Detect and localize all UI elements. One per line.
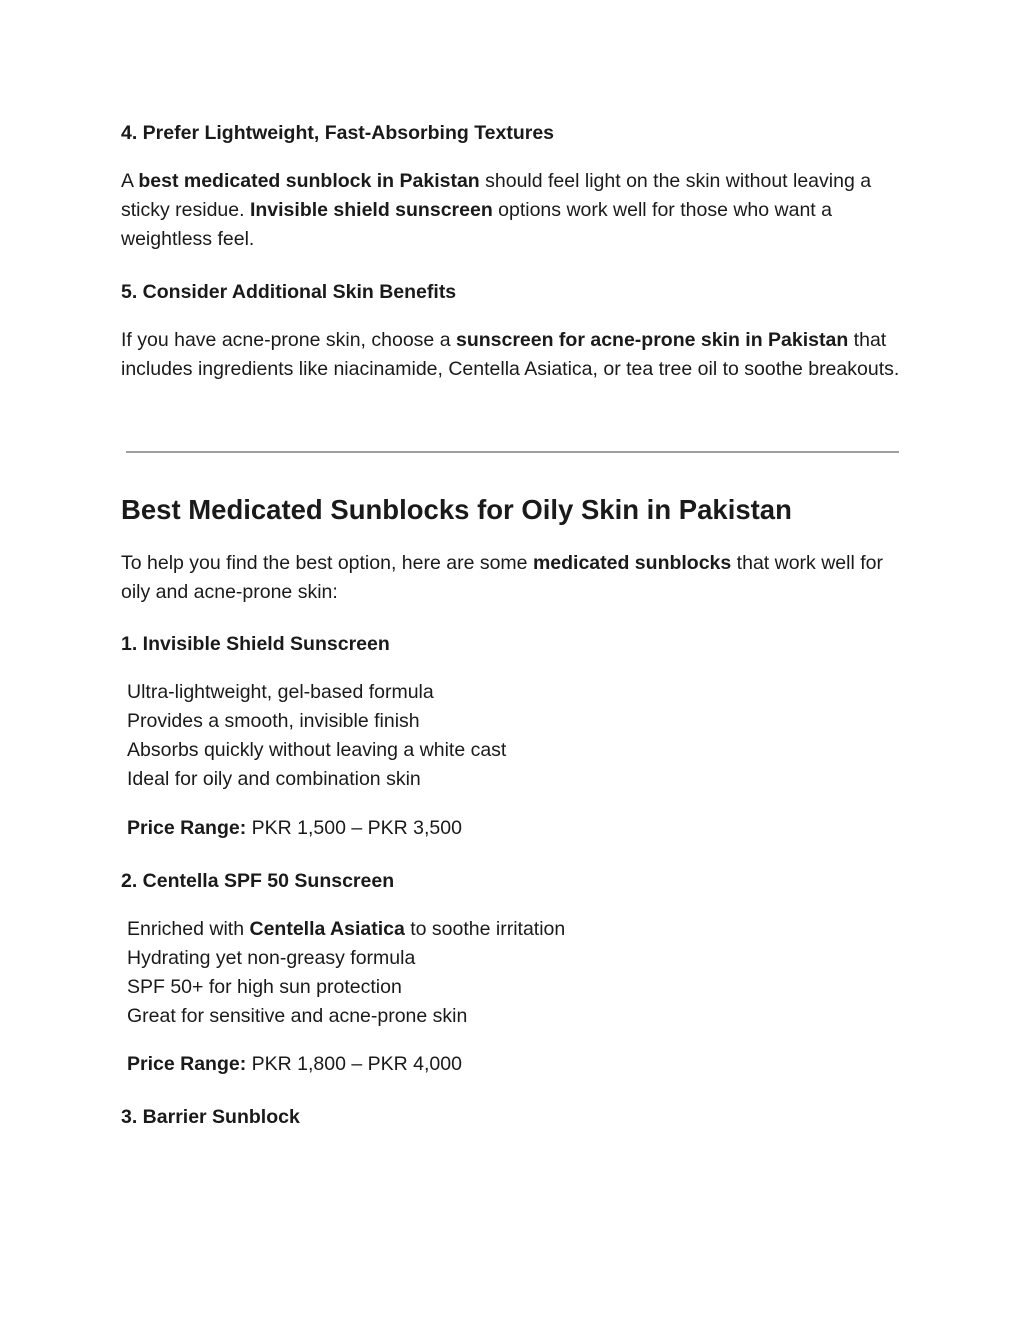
list-item: Hydrating yet non-greasy formula (127, 947, 416, 969)
text-run: should feel light on the skin without leaving a sticky residue. (121, 170, 872, 221)
product-2-heading: 2. Centella SPF 50 Sunscreen (121, 870, 395, 892)
text-run: To help you find the best option, here are some (121, 552, 533, 574)
list-item: Great for sensitive and acne-prone skin (127, 1005, 468, 1027)
section-4-heading: 4. Prefer Lightweight, Fast-Absorbing Textures (121, 122, 555, 144)
text-run: to soothe irritation (404, 918, 566, 940)
text-run: Enriched with (127, 918, 250, 940)
list-item (127, 915, 565, 944)
list-item: Absorbs quickly without leaving a white cast (127, 739, 507, 761)
text-run: A (121, 170, 139, 192)
product-1-price (127, 814, 462, 843)
bold-text: best medicated sunblock in Pakistan (138, 170, 480, 192)
main-intro-paragraph (121, 549, 906, 607)
text-run: options work well for those who want a weightless feel. (121, 199, 832, 250)
section-4-paragraph (121, 167, 906, 254)
product-1-features (127, 678, 506, 794)
list-item: Provides a smooth, invisible finish (127, 710, 420, 732)
product-1-heading: 1. Invisible Shield Sunscreen (121, 633, 390, 655)
price-label: Price Range: (127, 817, 247, 839)
section-5-heading: 5. Consider Additional Skin Benefits (121, 281, 457, 303)
text-run: that work well for oily and acne-prone skin: (121, 552, 883, 603)
section-5-paragraph (121, 326, 906, 384)
product-2-price (127, 1050, 462, 1079)
price-value: PKR 1,500 – PKR 3,500 (246, 817, 462, 839)
list-item: SPF 50+ for high sun protection (127, 976, 402, 998)
horizontal-divider (126, 451, 899, 453)
bold-text: medicated sunblocks (532, 552, 732, 574)
text-run: If you have acne-prone skin, choose a (121, 329, 456, 351)
bold-text: sunscreen for acne-prone skin in Pakistan (455, 329, 849, 351)
product-2-features (127, 915, 565, 1031)
main-section-title: Best Medicated Sunblocks for Oily Skin in Pakistan (121, 494, 792, 525)
text-run: that includes ingredients like niacinamide, Centella Asiatica, or tea tree oil to soothe breakouts. (121, 329, 900, 380)
list-item: Ideal for oily and combination skin (127, 768, 421, 790)
list-item: Ultra-lightweight, gel-based formula (127, 681, 434, 703)
bold-text: Invisible shield sunscreen (249, 199, 493, 221)
bold-text: Centella Asiatica (249, 918, 405, 940)
price-label: Price Range: (127, 1053, 247, 1075)
price-value: PKR 1,800 – PKR 4,000 (246, 1053, 462, 1075)
product-3-heading: 3. Barrier Sunblock (121, 1106, 300, 1128)
